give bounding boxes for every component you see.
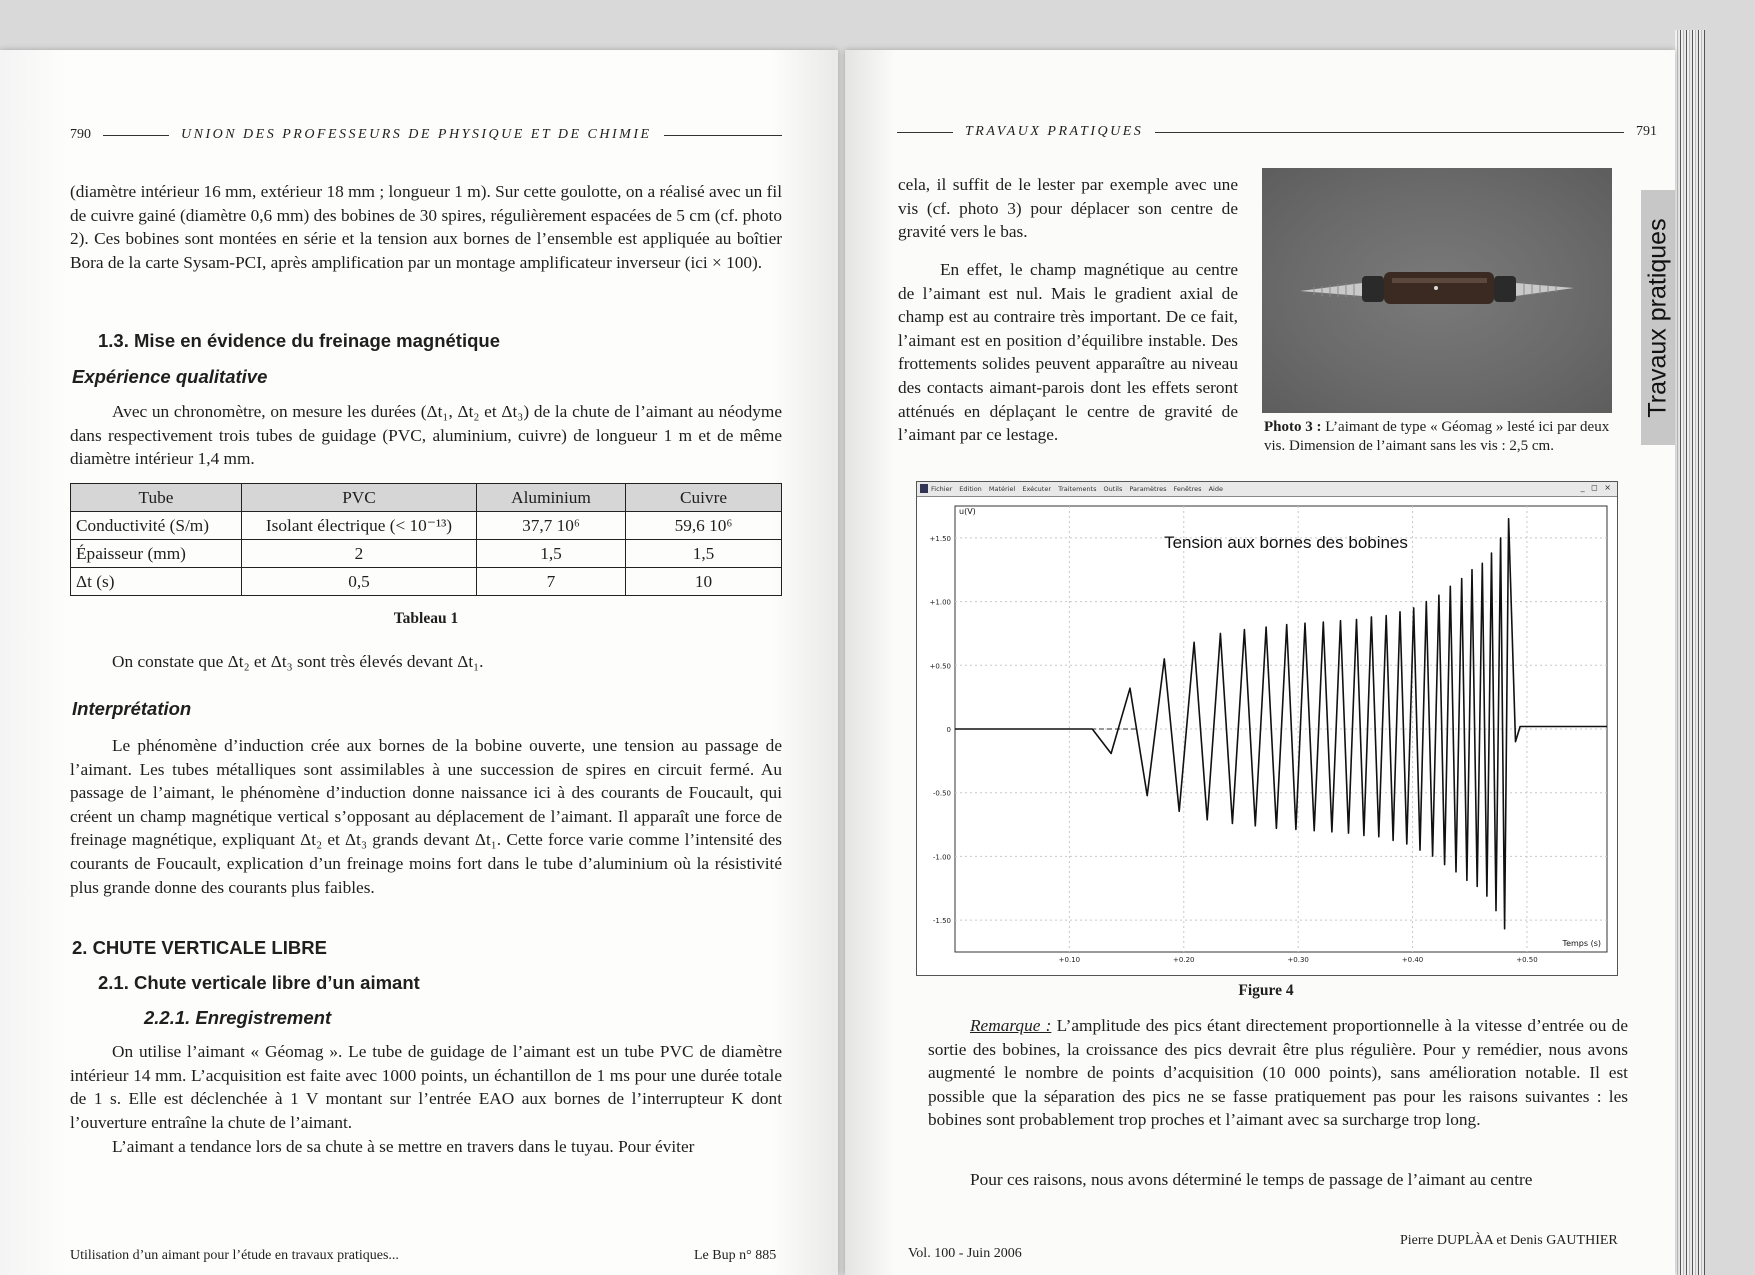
table-cell: 2 xyxy=(242,540,477,568)
section-1-3-heading: 1.3. Mise en évidence du freinage magnétique xyxy=(98,330,500,351)
y-tick-label: +1.00 xyxy=(929,598,951,607)
photo-caption-text: L’aimant de type « Géomag » lesté ici par deux vis. Dimension de l’aimant sans les vis : 2,5 cm. xyxy=(1264,419,1610,454)
left-page xyxy=(0,50,838,1275)
table-header-cell: Aluminium xyxy=(477,484,626,512)
right-para-1: cela, il suffit de le lester par exemple avec une vis (cf. photo 3) pour déplacer son centre de gravité vers le bas. xyxy=(898,175,1238,242)
table-header-cell: Cuivre xyxy=(626,484,782,512)
table-cell: Isolant électrique (< 10⁻¹³) xyxy=(242,512,477,540)
y-tick-label: -1.00 xyxy=(932,853,951,862)
right-footer-volume: Vol. 100 - Juin 2006 xyxy=(908,1246,1022,1261)
x-tick-label: +0.30 xyxy=(1287,956,1309,964)
table-cell: Épaisseur (mm) xyxy=(71,540,242,568)
table-cell: 59,6 10⁶ xyxy=(626,512,782,540)
app-icon xyxy=(920,484,928,493)
table-cell: 10 xyxy=(626,568,782,596)
left-footer-issue: Le Bup n° 885 xyxy=(694,1248,777,1263)
x-tick-label: +0.40 xyxy=(1401,956,1424,964)
y-axis-label: u(V) xyxy=(959,507,976,516)
table-cell: 0,5 xyxy=(242,568,477,596)
chart-title: Tension aux bornes des bobines xyxy=(1164,533,1408,552)
figure-caption: Figure 4 xyxy=(1238,982,1294,999)
software-window xyxy=(916,481,1618,976)
right-running-head-title: TRAVAUX PRATIQUES xyxy=(965,124,1144,139)
left-running-head xyxy=(70,127,782,143)
table-header-row xyxy=(71,484,782,512)
y-tick-label: 0 xyxy=(946,726,951,734)
y-tick-label: +0.50 xyxy=(929,662,951,671)
x-tick-label: +0.50 xyxy=(1516,956,1538,964)
section-2-heading: 2. CHUTE VERTICALE LIBRE xyxy=(72,937,327,958)
table-header-cell: PVC xyxy=(242,484,477,512)
photo-caption-label: Photo 3 : xyxy=(1264,419,1322,435)
left-para-6: L’aimant a tendance lors de sa chute à se mettre en travers dans le tuyau. Pour éviter xyxy=(112,1137,695,1156)
table-row xyxy=(71,568,782,596)
right-para-2: En effet, le champ magnétique au centre de l’aimant est nul. Mais le gradient axial de champ est au contraire très important. De ce fait, l’aimant est en position d’équilibre instable. Des frottements solides peuvent apparaître au niveau des contacts aimant-parois dont les effets seront atténués en déplaçant le centre de gravité de l’aimant par ce lestage. xyxy=(898,260,1238,445)
voltage-chart xyxy=(917,496,1617,974)
right-footer-authors: Pierre DUPLÀA et Denis GAUTHIER xyxy=(1400,1233,1618,1248)
software-menubar xyxy=(917,482,1617,497)
book-page-edges xyxy=(1675,30,1705,1275)
magnet-with-screws-illustration xyxy=(1262,168,1612,413)
table-caption: Tableau 1 xyxy=(393,610,459,627)
section-side-tab: Travaux pratiques xyxy=(1641,190,1675,445)
table-row xyxy=(71,512,782,540)
table-row xyxy=(71,540,782,568)
table-cell: 37,7 10⁶ xyxy=(477,512,626,540)
table-header-cell: Tube xyxy=(71,484,242,512)
table-cell: 1,5 xyxy=(477,540,626,568)
interpretation-subheading: Interprétation xyxy=(72,698,192,719)
qualitative-subheading: Expérience qualitative xyxy=(72,366,268,387)
right-para-3: Pour ces raisons, nous avons déterminé le temps de passage de l’aimant au centre xyxy=(970,1170,1533,1189)
x-axis-label: Temps (s) xyxy=(1562,939,1601,948)
y-tick-label: +1.50 xyxy=(929,534,951,543)
left-para-4: Le phénomène d’induction crée aux bornes de la bobine ouverte, une tension au passage de l’aimant. Les tubes métalliques sont assimilables à une succession de spires en circuit fermé. Au passage de l’aimant, le phénomène d’induction donne naissance ici à des courants de Foucault, qui créent un champ magnétique vertical s’opposant au déplacement de l’aimant. Il apparaît une force de freinage magnétique, expliquant Δt₂ et Δt₃ grands devant Δt₁. Cette force varie comme l’intensité des courants de Foucault, explication d’un freinage moins fort dans le tube d’aluminium où la résistivité plus grande donne des courants plus faibles. xyxy=(70,736,782,897)
y-tick-label: -0.50 xyxy=(932,789,951,798)
results-table xyxy=(70,483,782,596)
remark-label: Remarque : xyxy=(970,1016,1052,1035)
remark-text: L’amplitude des pics étant directement proportionnelle à la vitesse d’entrée ou de sortie des bobines, la croissance des pics devrait être plus régulière. Pour y remédier, nous avons augmenté le nombre de points d’acquisition (10 000 points), sans amélioration notable. Il est possible que la séparation des pics ne se fasse pratiquement pas pour les raisons suivantes : les bobines sont probablement trop proches et l’aimant avec sa surcharge trop long. xyxy=(928,1016,1628,1130)
left-footer-title: Utilisation d’un aimant pour l’étude en travaux pratiques... xyxy=(70,1248,399,1263)
right-running-head xyxy=(897,124,1657,140)
left-para-2: Avec un chronomètre, on mesure les durées (Δt₁, Δt₂ et Δt₃) de la chute de l’aimant au néodyme dans respectivement trois tubes de guidage (PVC, aluminium, cuivre) de longueur 1 m et de même diamètre intérieur 1,4 mm. xyxy=(70,402,782,469)
right-page-number: 791 xyxy=(1636,124,1657,139)
x-tick-label: +0.20 xyxy=(1173,956,1195,964)
left-page-number: 790 xyxy=(70,127,91,142)
photo-caption xyxy=(1264,418,1614,456)
section-2-2-1-heading: 2.2.1. Enregistrement xyxy=(144,1007,332,1028)
left-para-1: (diamètre intérieur 16 mm, extérieur 18 mm ; longueur 1 m). Sur cette goulotte, on a réalisé avec un fil de cuivre gainé (diamètre 0,6 mm) des bobines de 30 spires, régulièrement espacées de 5 cm (cf. photo 2). Ces bobines sont montées en série et la tension aux bornes de l’ensemble est appliquée au boîtier Bora de la carte Sysam-PCI, après amplification par un montage amplificateur inverseur (ici × 100). xyxy=(70,182,782,272)
section-2-1-heading: 2.1. Chute verticale libre d’un aimant xyxy=(98,972,420,993)
left-para-3: On constate que Δt₂ et Δt₃ sont très élevés devant Δt₁. xyxy=(112,652,484,671)
table-cell: Δt (s) xyxy=(71,568,242,596)
table-cell: Conductivité (S/m) xyxy=(71,512,242,540)
window-controls[interactable]: _ ◻ × xyxy=(1580,483,1613,492)
magnet-photo xyxy=(1262,168,1612,413)
left-running-head-title: UNION DES PROFESSEURS DE PHYSIQUE ET DE CHIMIE xyxy=(181,127,652,142)
y-tick-label: -1.50 xyxy=(932,917,951,926)
remark-paragraph xyxy=(928,1014,1628,1132)
left-para-5: On utilise l’aimant « Géomag ». Le tube de guidage de l’aimant est un tube PVC de diamètre intérieur 14 mm. L’acquisition est faite avec 1000 points, un échantillon de 1 ms pour une durée totale de 1 s. Elle est déclenchée à 1 V montant sur l’entrée EAO aux bornes de l’interrupteur K dont l’ouverture entraîne la chute de l’aimant. xyxy=(70,1042,782,1132)
table-cell: 1,5 xyxy=(626,540,782,568)
software-menu-items[interactable]: Fichier Edition Matériel Exécuter Traitements Outils Paramètres Fenêtres Aide xyxy=(931,485,1223,493)
x-tick-label: +0.10 xyxy=(1058,956,1081,964)
table-cell: 7 xyxy=(477,568,626,596)
